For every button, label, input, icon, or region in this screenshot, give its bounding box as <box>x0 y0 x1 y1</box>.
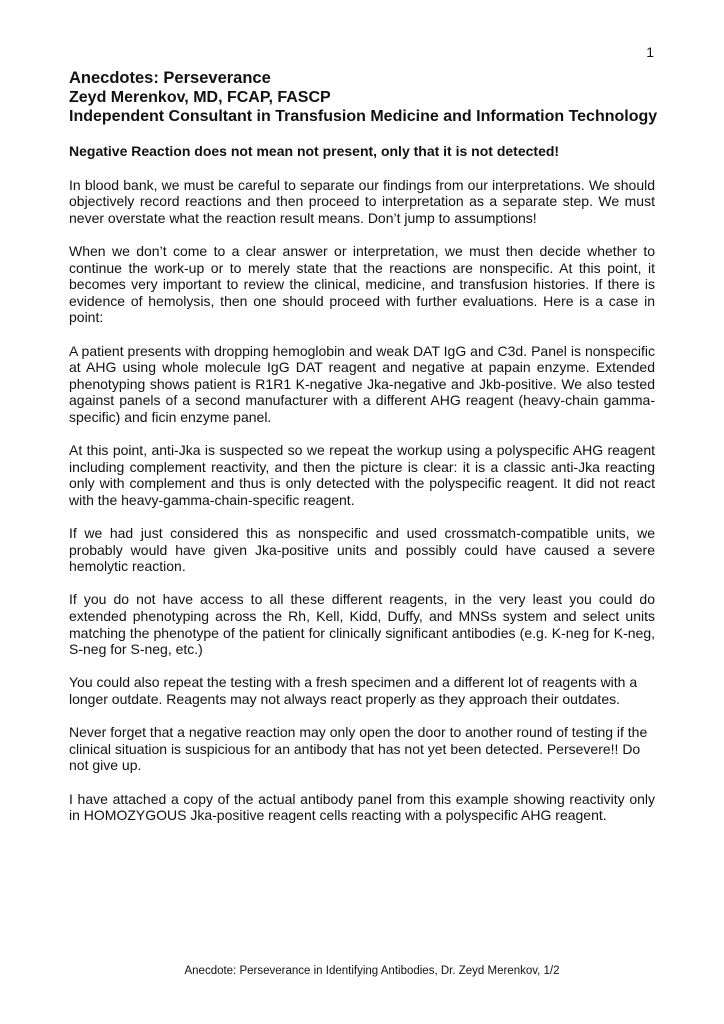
paragraph-patient-case: A patient presents with dropping hemoglobin and weak DAT IgG and C3d. Panel is nonspecific at AHG using whole molecule IgG DAT reagent and negative at papain enzyme. Extended phenotyping shows patient is R1R1 K-negative Jka-negative and Jkb-positive. We also tested against panels of a second manufacturer with a different AHG reagent (heavy-chain gamma-specific) and ficin enzyme panel. <box>69 342 655 425</box>
section-subtitle: Negative Reaction does not mean not present, only that it is not detected! <box>69 143 560 159</box>
affiliation-line: Independent Consultant in Transfusion Medicine and Information Technology <box>69 108 658 125</box>
paragraph-persevere: Never forget that a negative reaction may only open the door to another round of testing if the clinical situation is suspicious for an antibody that has not yet been detected. Persevere!! Do not give up. <box>69 724 648 774</box>
paragraph-extended-phenotyping: If you do not have access to all these different reagents, in the very least you could do extended phenotyping across the Rh, Kell, Kidd, Duffy, and MNSs system and select units matching the phenotype of the patient for clinically significant antibodies (e.g. K-neg for K-neg, S-neg for S-neg, etc.) <box>69 591 655 658</box>
paragraph-crossmatch-risk: If we had just considered this as nonspecific and used crossmatch-compatible units, we probably would have given Jka-positive units and possibly could have caused a severe hemolytic reaction. <box>69 525 655 575</box>
page-footer: Anecdote: Perseverance in Identifying Antibodies, Dr. Zeyd Merenkov, 1/2 <box>184 965 560 977</box>
document-body <box>69 69 658 838</box>
page-number: 1 <box>646 44 654 60</box>
document-title: Anecdotes: Perseverance <box>69 69 271 87</box>
paragraph-anti-jka-suspected: At this point, anti-Jka is suspected so we repeat the workup using a polyspecific AHG reagent including complement reactivity, and then the picture is clear: it is a classic anti-Jka reacting only with complement and thus is only detected with the polyspecific reagent. It did not react with the heavy-gamma-chain-specific reagent. <box>69 442 655 508</box>
paragraph-attached-panel: I have attached a copy of the actual antibody panel from this example showing reactivity only in HOMOZYGOUS Jka-positive reagent cells reacting with a polyspecific AHG reagent. <box>69 790 655 824</box>
paragraph-repeat-testing: You could also repeat the testing with a fresh specimen and a different lot of reagents with a longer outdate. Reagents may not always react properly as they approach their outdates. <box>69 674 638 707</box>
author-line: Zeyd Merenkov, MD, FCAP, FASCP <box>69 89 331 106</box>
paragraph-unclear-answer: When we don’t come to a clear answer or interpretation, we must then decide whether to continue the work-up or to merely state that the reactions are nonspecific. At this point, it becomes very important to review the clinical, medicine, and transfusion histories. If there is evidence of hemolysis, then one should proceed with further evaluations. Here is a case in point: <box>69 242 655 326</box>
paragraph-findings-vs-interpretations: In blood bank, we must be careful to separate our findings from our interpretations. We should objectively record reactions and then proceed to interpretation as a separate step. We must never overstate what the reaction result means. Don’t jump to assumptions! <box>69 176 655 226</box>
